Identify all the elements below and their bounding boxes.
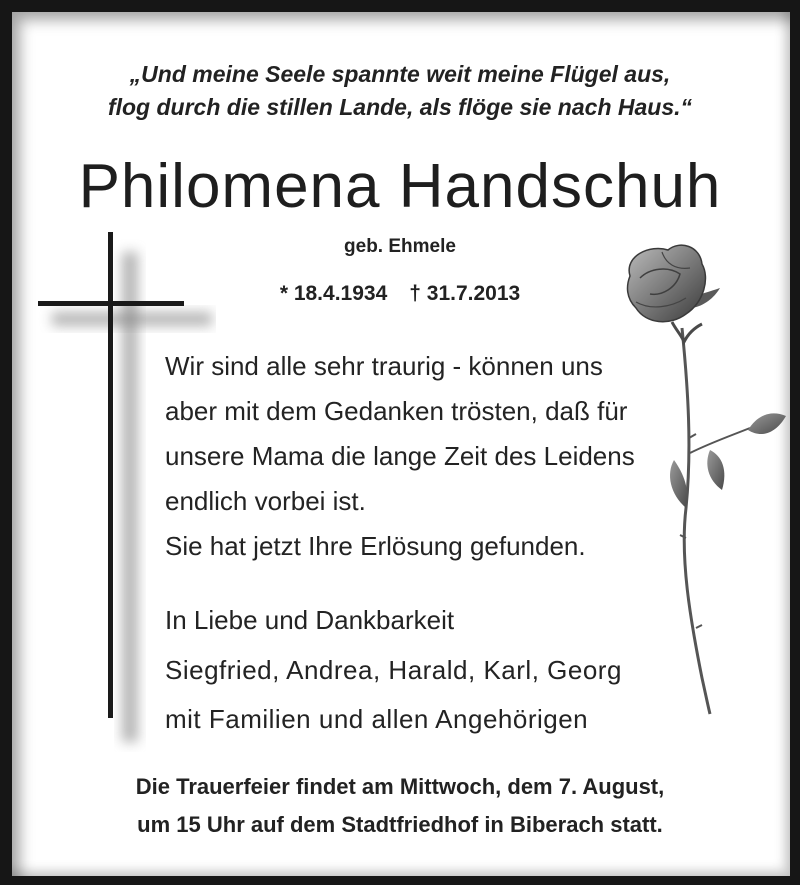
condolence-message (165, 344, 635, 569)
funeral-notice-line-2: um 15 Uhr auf dem Stadtfriedhof in Biberach statt. (137, 812, 663, 837)
message-line: unsere Mama die lange Zeit des Leidens (165, 441, 635, 471)
funeral-notice-line-1: Die Trauerfeier findet am Mittwoch, dem 7. August, (135, 774, 665, 799)
closing-block (165, 598, 622, 741)
mourners-families: mit Familien und allen Angehörigen (165, 704, 589, 734)
death-date: † 31.7.2013 (409, 282, 521, 305)
message-line: aber mit dem Gedanken trösten, daß für (165, 396, 628, 426)
birth-date: * 18.4.1934 (279, 282, 388, 305)
message-line: Wir sind alle sehr traurig - können uns (165, 351, 603, 381)
motto-line-1: „Und meine Seele spannte weit meine Flügel aus, (129, 61, 671, 87)
birth-name: geb. Ehmele (344, 236, 456, 257)
message-line: endlich vorbei ist. (165, 486, 366, 516)
closing-greeting: In Liebe und Dankbarkeit (165, 605, 455, 635)
message-line: Sie hat jetzt Ihre Erlösung gefunden. (165, 531, 586, 561)
rose-icon (610, 238, 790, 718)
mourners-names: Siegfried, Andrea, Harald, Karl, Georg (165, 655, 622, 685)
motto-line-2: flog durch die stillen Lande, als flöge sie nach Haus.“ (107, 94, 693, 120)
funeral-notice (0, 768, 800, 844)
motto-quote (0, 58, 800, 124)
deceased-name: Philomena Handschuh (78, 152, 722, 221)
